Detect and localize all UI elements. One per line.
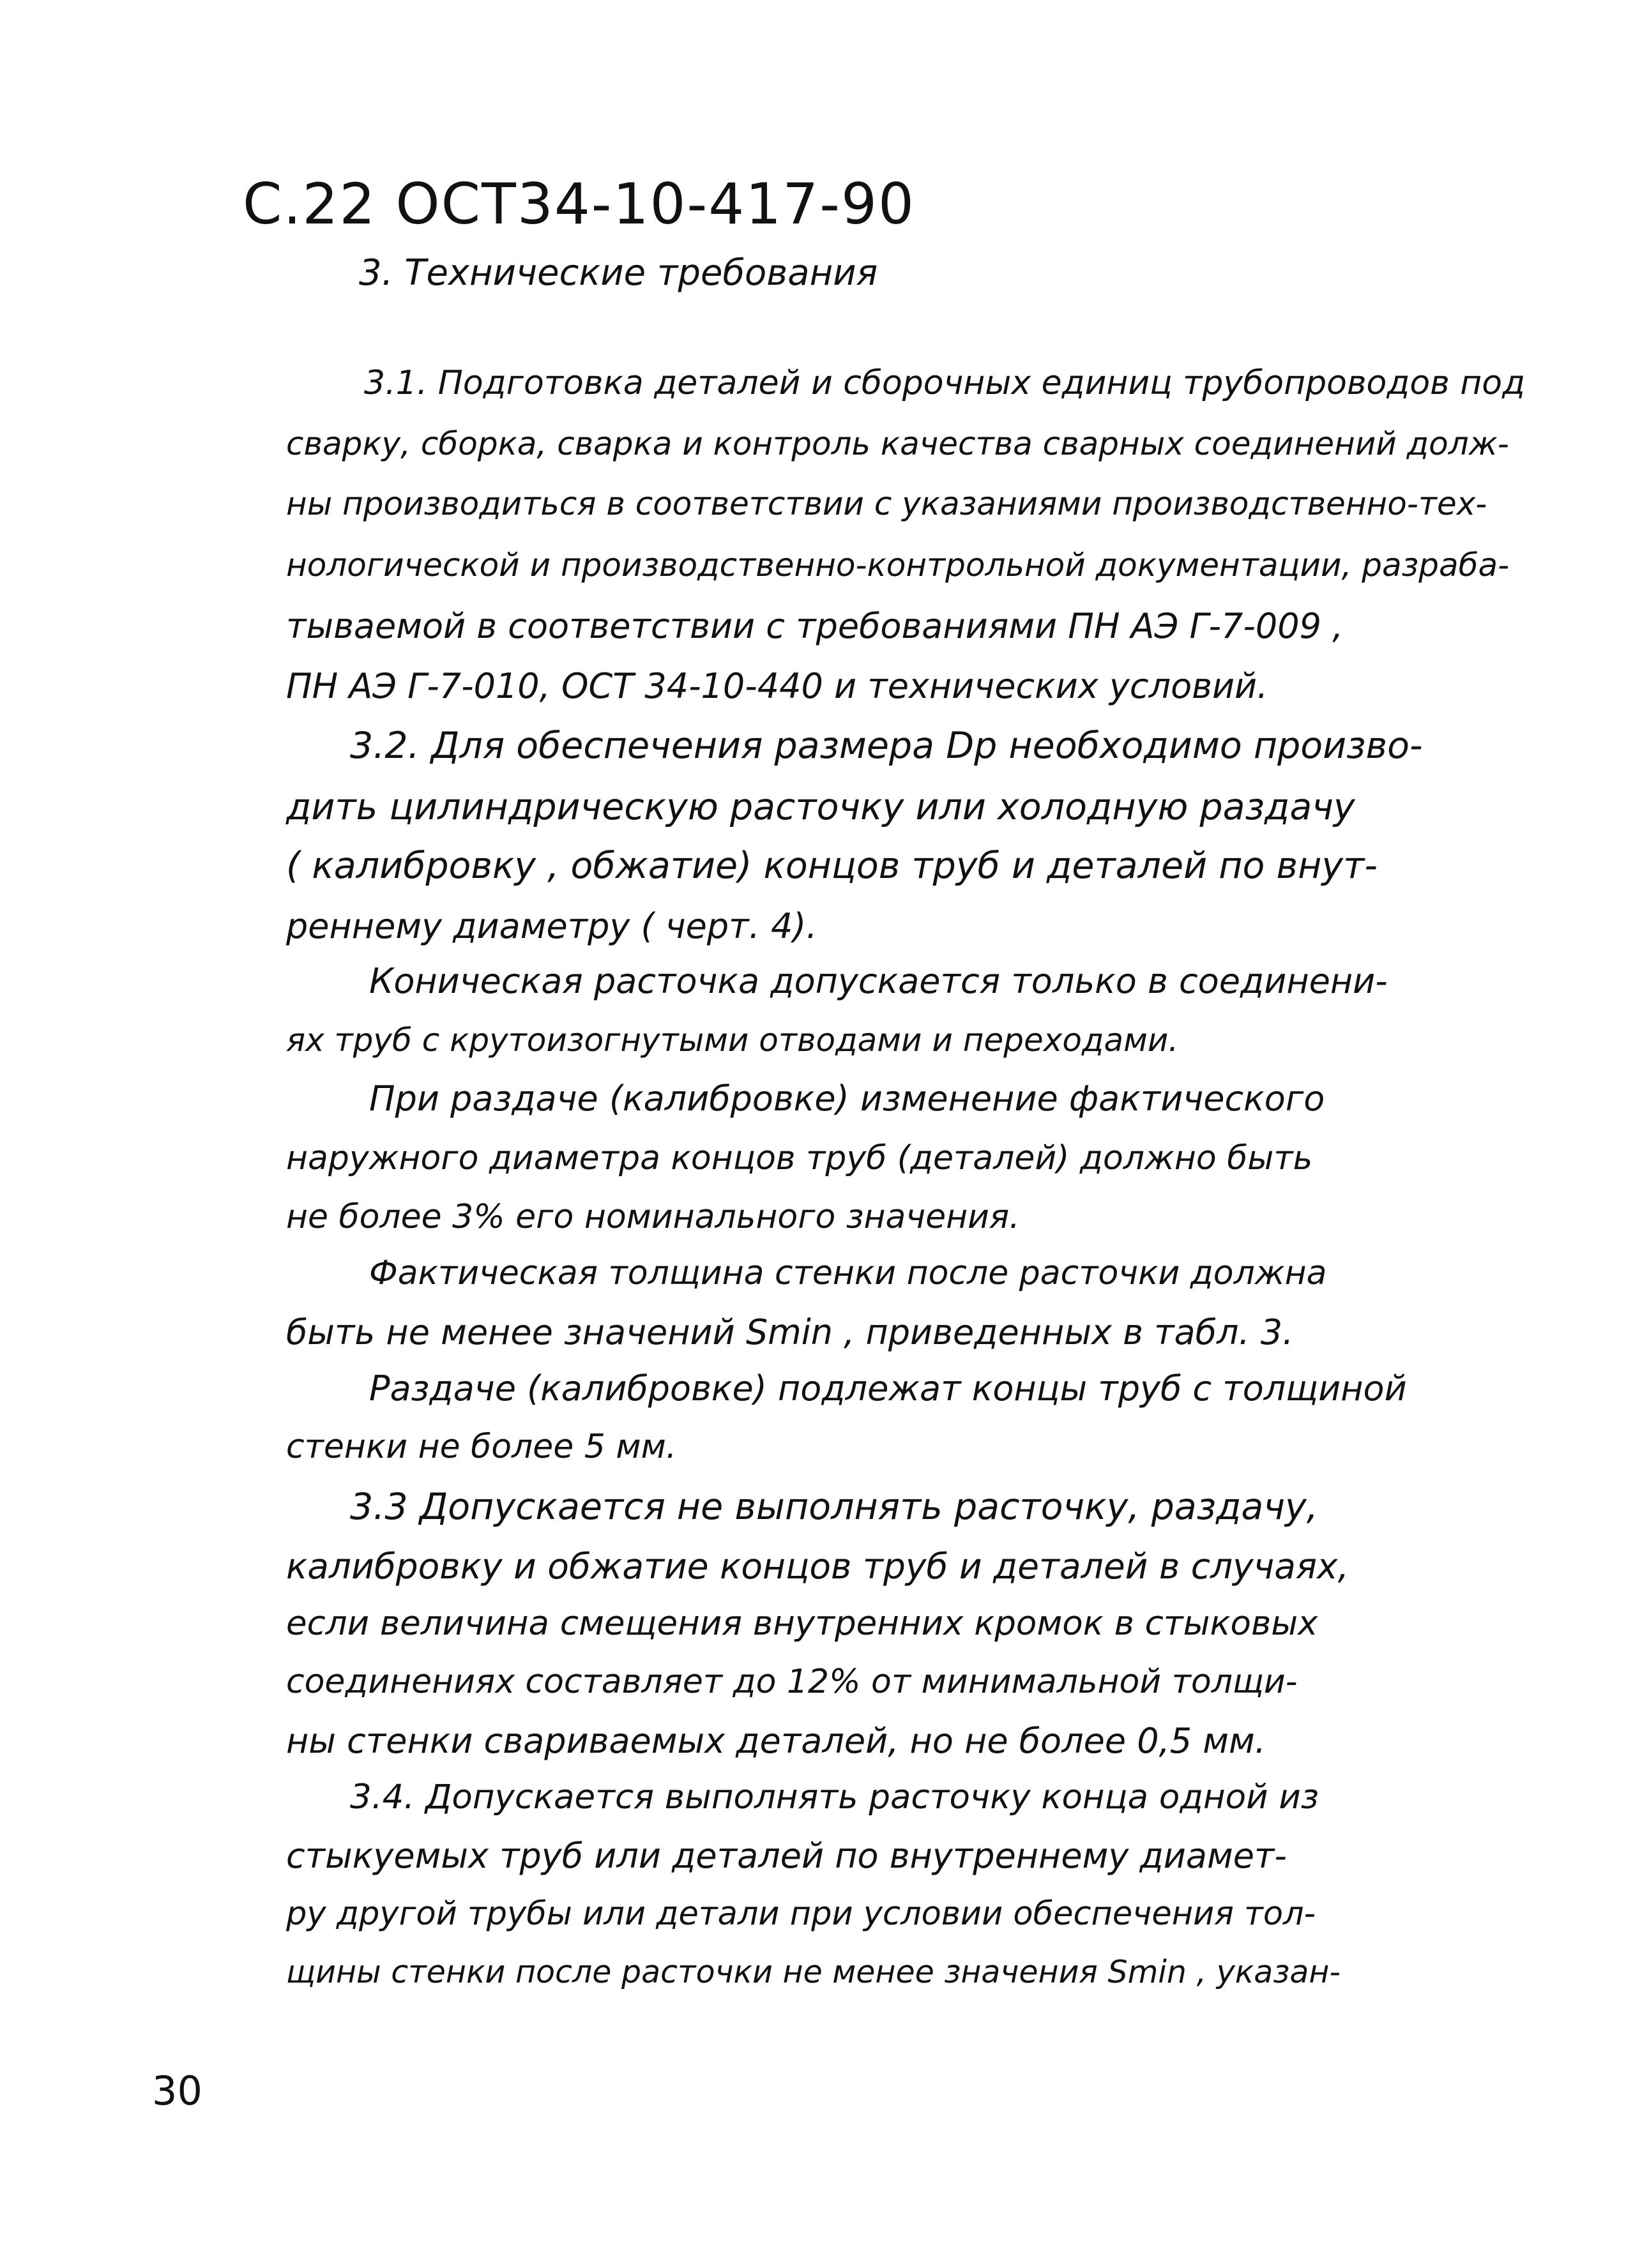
text-line: При раздаче (калибровке) изменение фактического [369,1078,1325,1119]
text-line: стенки не более 5 мм. [286,1428,677,1466]
section-title: 3. Технические требования [359,252,878,294]
text-line: дить цилиндрическую расточку или холодную раздачу [286,786,1355,828]
text-line: щины стенки после расточки не менее значения Smin , указан- [286,1954,1341,1990]
text-line: ны производиться в соответствии с указаниями производственно-тех- [286,485,1487,522]
text-line: 3.1. Подготовка деталей и сборочных единиц трубопроводов под [364,364,1526,402]
text-line: 3.2. Для обеспечения размера Dр необходимо произво- [350,725,1423,767]
text-line: 3.4. Допускается выполнять расточку конца одной из [350,1778,1319,1817]
text-line: ПН АЭ Г-7-010, ОСТ 34-10-440 и технических условий. [286,666,1268,706]
text-line: ны стенки свариваемых деталей, но не более 0,5 мм. [286,1721,1266,1761]
page-number: 30 [152,2068,202,2114]
text-line: быть не менее значений Smin , приведенных в табл. 3. [286,1312,1294,1352]
text-line: наружного диаметра концов труб (деталей) должно быть [286,1139,1313,1177]
text-line: ( калибровку , обжатие) концов труб и деталей по внут- [286,845,1378,887]
text-line: калибровку и обжатие концов труб и деталей в случаях, [286,1546,1349,1587]
text-line: 3.3 Допускается не выполнять расточку, раздачу, [350,1486,1318,1528]
text-line: если величина смещения внутренних кромок в стыковых [286,1604,1318,1643]
text-line: сварку, сборка, сварка и контроль качества сварных соединений долж- [286,425,1509,462]
text-line: ру другой трубы или детали при условии обеспечения тол- [286,1895,1316,1933]
text-line: стыкуемых труб или деталей по внутреннему диамет- [286,1836,1287,1876]
text-line: ях труб с крутоизогнутыми отводами и переходами. [286,1022,1179,1059]
text-line: Раздаче (калибровке) подлежат концы труб с толщиной [369,1368,1407,1409]
text-line: не более 3% его номинального значения. [286,1198,1020,1236]
document-code-header: С.22 ОСТ34-10-417-90 [243,171,915,237]
text-line: тываемой в соответствии с требованиями ПН АЭ Г-7-009 , [286,606,1344,646]
text-line: реннему диаметру ( черт. 4). [286,906,817,946]
text-line: Фактическая толщина стенки после расточки должна [369,1254,1327,1292]
text-line: соединениях составляет до 12% от минимальной толщи- [286,1663,1298,1701]
text-line: Коническая расточка допускается только в соединени- [369,961,1388,1001]
text-line: нологической и производственно-контрольной документации, разраба- [286,547,1510,584]
